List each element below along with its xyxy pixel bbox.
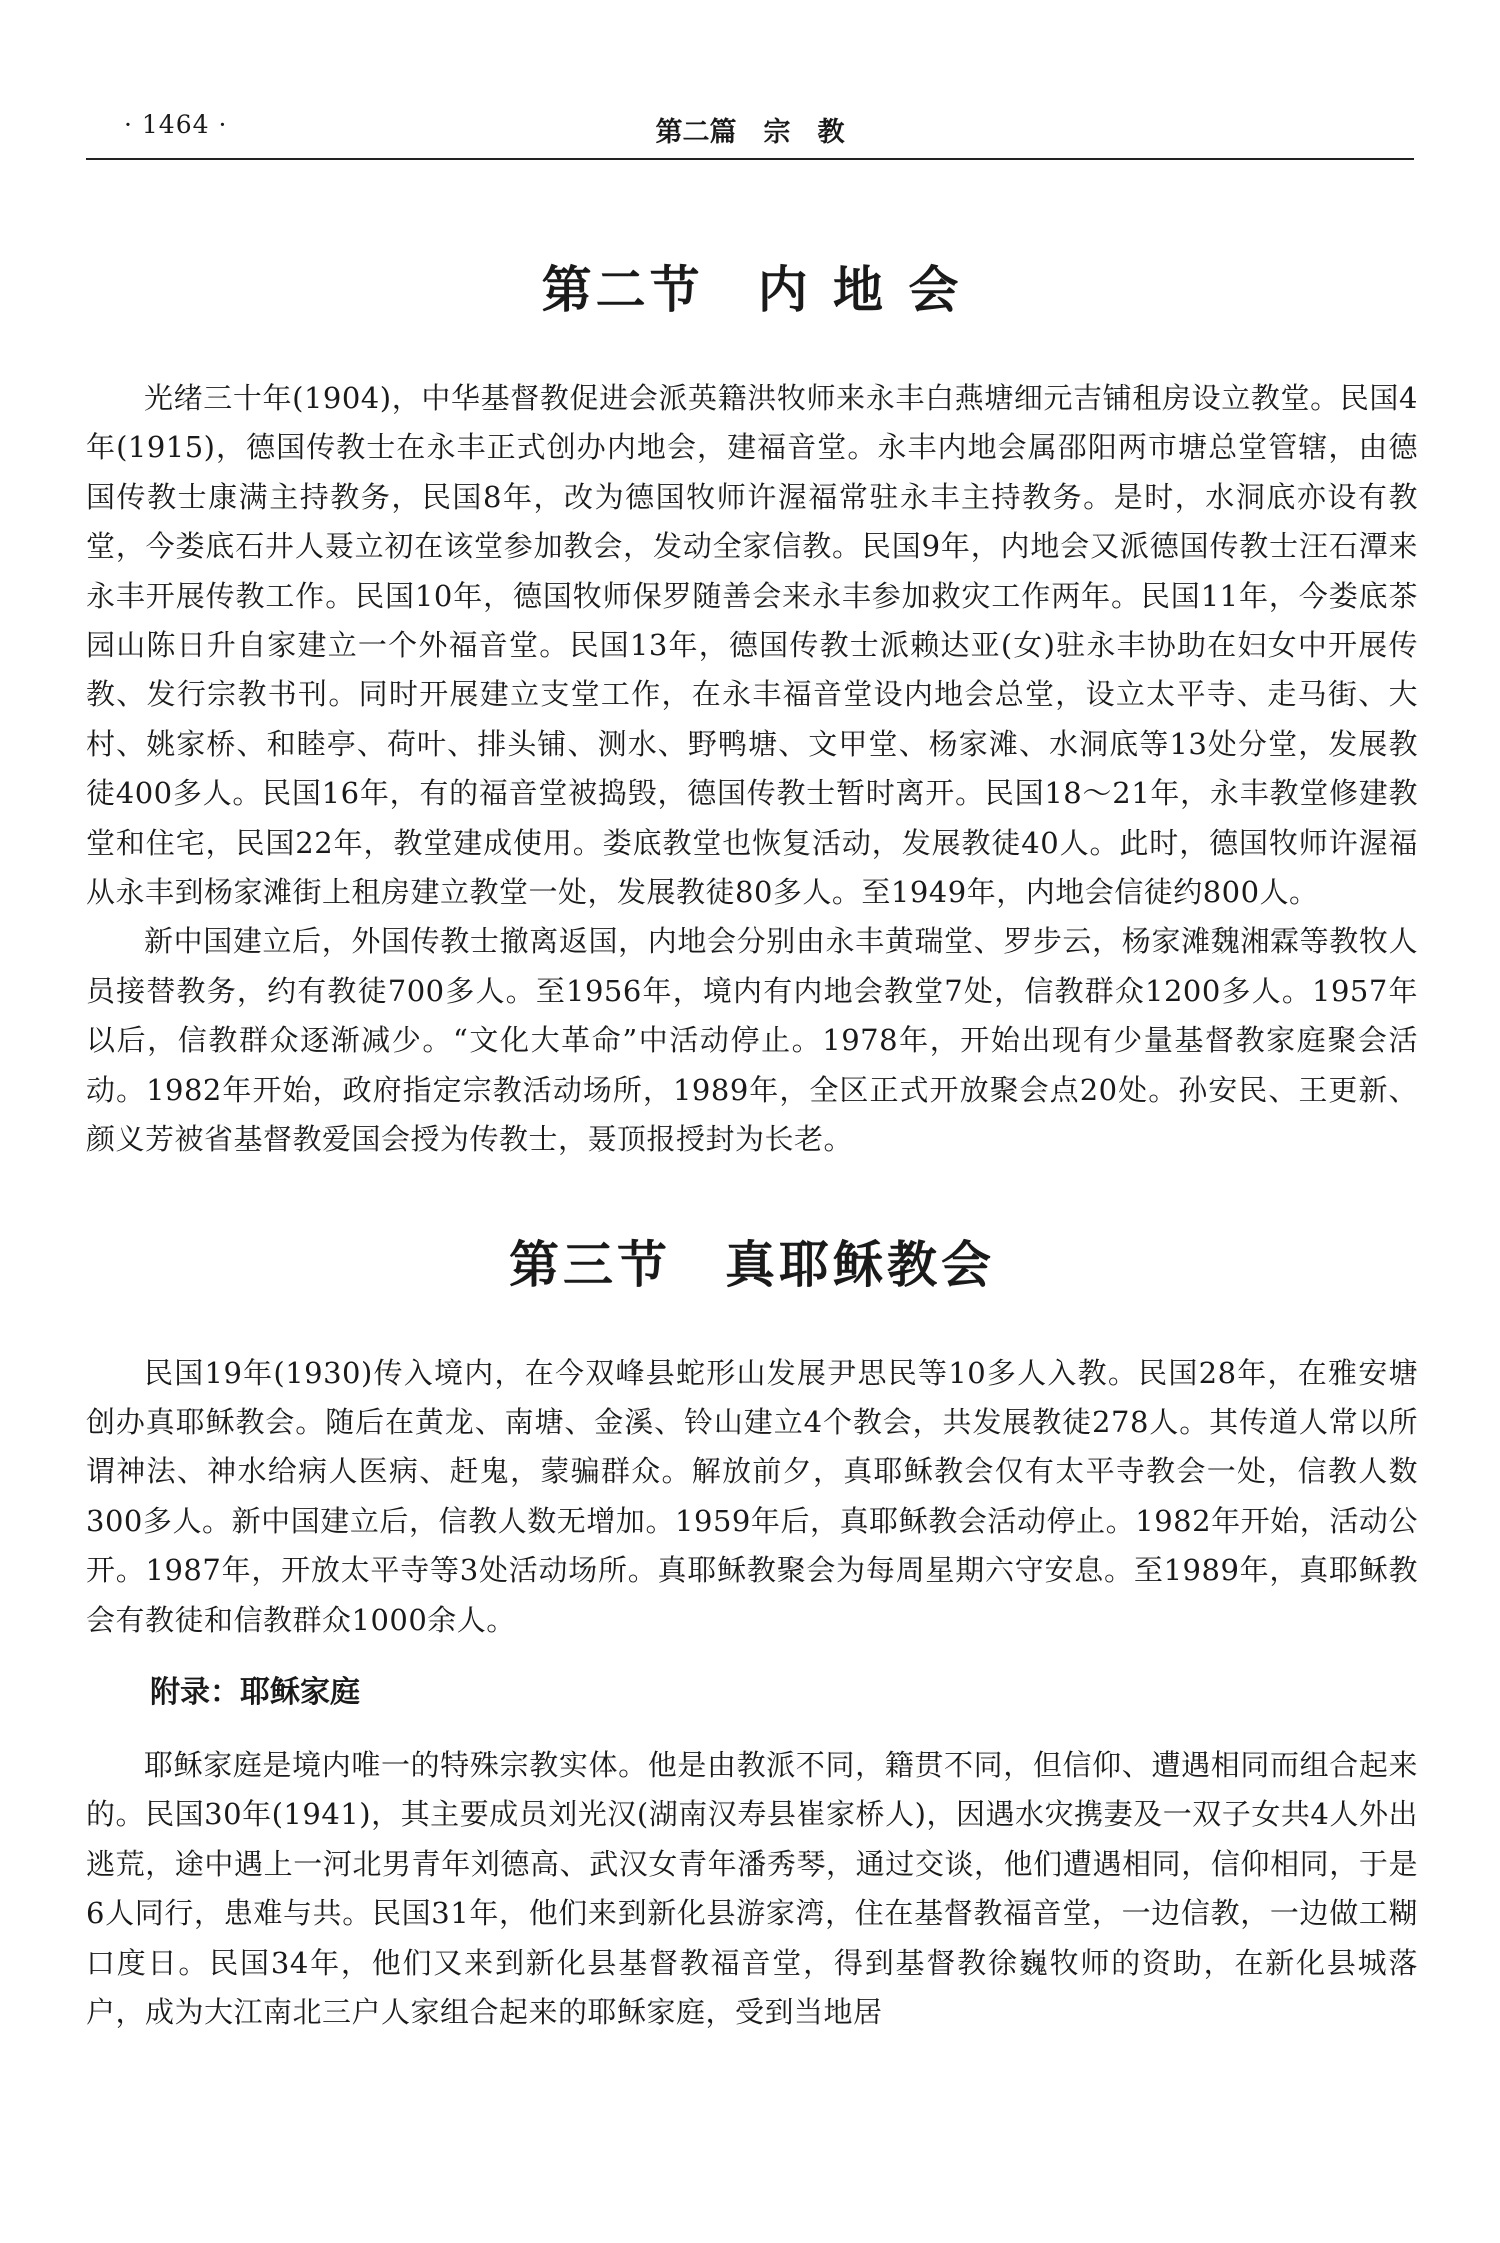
section-title-true-jesus-church: 第三节 真耶稣教会: [509, 1235, 995, 1294]
paragraph: 新中国建立后，外国传教士撤离返国，内地会分别由永丰黄瑞堂、罗步云，杨家滩魏湘霖等教牧人员接替教务，约有教徒700多人。至1956年，境内有内地会教堂7处，信教群众1200多人。1957年以后，信教群众逐渐减少。“文化大革命”中活动停止。1978年，开始出现有少量基督教家庭聚会活动。1982年开始，政府指定宗教活动场所，1989年，全区正式开放聚会点20处。孙安民、王更新、颜义芳被省基督教爱国会授为传教士，聂顶报授封为长老。: [86, 924, 1418, 1157]
paragraph: 耶稣家庭是境内唯一的特殊宗教实体。他是由教派不同，籍贯不同，但信仰、遭遇相同而组合起来的。民国30年(1941)，其主要成员刘光汉(湖南汉寿县崔家桥人)，因遇水灾携妻及一双子女共4人外出逃荒，途中遇上一河北男青年刘德高、武汉女青年潘秀琴，通过交谈，他们遭遇相同，信仰相同，于是6人同行，患难与共。民国31年，他们来到新化县游家湾，住在基督教福音堂，一边信教，一边做工糊口度日。民国34年，他们又来到新化县基督教福音堂，得到基督教徐巍牧师的资助，在新化县城落户，成为大江南北三户人家组合起来的耶稣家庭，受到当地居: [86, 1747, 1418, 2029]
page-content: [86, 250, 1418, 2037]
page-number: · 1464 ·: [124, 110, 228, 139]
appendix-title: 附录：耶稣家庭: [150, 1674, 360, 1710]
paragraph: 民国19年(1930)传入境内，在今双峰县蛇形山发展尹思民等10多人入教。民国28年，在雅安塘创办真耶稣教会。随后在黄龙、南塘、金溪、铃山建立4个教会，共发展教徒278人。其传道人常以所谓神法、神水给病人医病、赶鬼，蒙骗群众。解放前夕，真耶稣教会仅有太平寺教会一处，信教人数300多人。新中国建立后，信教人数无增加。1959年后，真耶稣教会活动停止。1982年开始，活动公开。1987年，开放太平寺等3处活动场所。真耶稣教聚会为每周星期六守安息。至1989年，真耶稣教会有教徒和信教群众1000余人。: [86, 1355, 1418, 1637]
paragraph: 光绪三十年(1904)，中华基督教促进会派英籍洪牧师来永丰白燕塘细元吉铺租房设立教堂。民国4年(1915)，德国传教士在永丰正式创办内地会，建福音堂。永丰内地会属邵阳两市塘总堂管辖，由德国传教士康满主持教务，民国8年，改为德国牧师许渥福常驻永丰主持教务。是时，水洞底亦设有教堂，今娄底石井人聂立初在该堂参加教会，发动全家信教。民国9年，内地会又派德国传教士汪石潭来永丰开展传教工作。民国10年，德国牧师保罗随善会来永丰参加救灾工作两年。民国11年，今娄底茶园山陈日升自家建立一个外福音堂。民国13年，德国传教士派赖达亚(女)驻永丰协助在妇女中开展传教、发行宗教书刊。同时开展建立支堂工作，在永丰福音堂设内地会总堂，设立太平寺、走马街、大村、姚家桥、和睦亭、荷叶、排头铺、测水、野鸭塘、文甲堂、杨家滩、水洞底等13处分堂，发展教徒400多人。民国16年，有的福音堂被捣毁，德国传教士暂时离开。民国18～21年，永丰教堂修建教堂和住宅，民国22年，教堂建成使用。娄底教堂也恢复活动，发展教徒40人。此时，德国牧师许渥福从永丰到杨家滩街上租房建立教堂一处，发展教徒80多人。至1949年，内地会信徒约800人。: [86, 381, 1418, 910]
section-title-inland-mission: 第二节 内 地 会: [541, 261, 963, 319]
running-title: 第二篇 宗 教: [655, 117, 845, 148]
running-head: [86, 110, 1414, 150]
header-rule: [86, 158, 1414, 160]
